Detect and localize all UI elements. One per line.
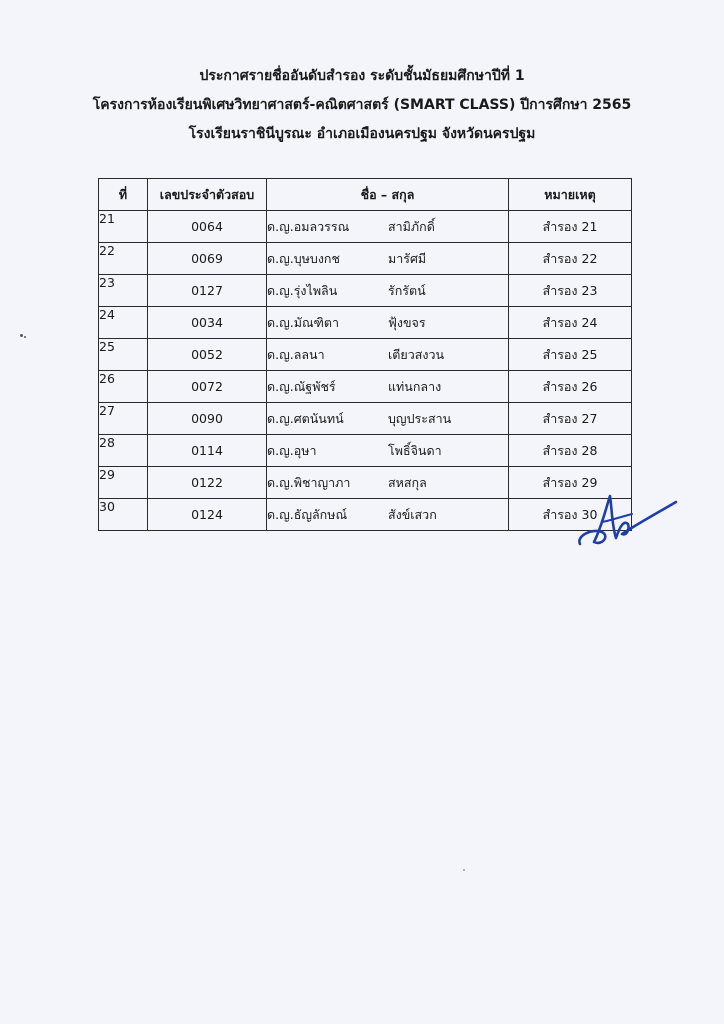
scan-speck	[20, 334, 23, 337]
cell-remark: สำรอง 28	[509, 435, 632, 467]
cell-remark: สำรอง 29	[509, 467, 632, 499]
cell-exam-id: 0127	[148, 275, 267, 307]
table-row	[99, 371, 632, 403]
cell-name	[267, 467, 509, 499]
cell-number: 30	[99, 499, 148, 531]
table-row	[99, 275, 632, 307]
cell-name	[267, 371, 509, 403]
cell-exam-id: 0122	[148, 467, 267, 499]
cell-remark: สำรอง 27	[509, 403, 632, 435]
table-row	[99, 435, 632, 467]
cell-number: 29	[99, 467, 148, 499]
cell-number: 28	[99, 435, 148, 467]
cell-name	[267, 499, 509, 531]
table-row	[99, 499, 632, 531]
header-line-3: โรงเรียนราชินีบูรณะ อำเภอเมืองนครปฐม จังหวัดนครปฐม	[188, 126, 536, 142]
last-name: แท่นกลาง	[388, 378, 442, 394]
table-row	[99, 243, 632, 275]
cell-remark: สำรอง 22	[509, 243, 632, 275]
last-name: สหสกุล	[388, 474, 427, 490]
first-name: ด.ญ.รุ่งไพลิน	[267, 282, 338, 298]
cell-remark: สำรอง 30	[509, 499, 632, 531]
last-name: โพธิ์จินดา	[388, 442, 442, 458]
cell-exam-id: 0034	[148, 307, 267, 339]
reserve-list-table	[98, 178, 632, 531]
cell-name	[267, 275, 509, 307]
table-row	[99, 403, 632, 435]
first-name: ด.ญ.อมลวรรณ	[267, 218, 350, 234]
cell-remark: สำรอง 24	[509, 307, 632, 339]
column-header-number: ที่	[99, 179, 148, 211]
cell-exam-id: 0072	[148, 371, 267, 403]
last-name: สามิภักดิ์	[388, 218, 435, 234]
header-line-1: ประกาศรายชื่ออันดับสำรอง ระดับชั้นมัธยมศึกษาปีที่ 1	[199, 68, 525, 84]
cell-name	[267, 339, 509, 371]
last-name: ฟุ้งขจร	[388, 314, 426, 330]
last-name: บุญประสาน	[388, 410, 452, 426]
cell-exam-id: 0114	[148, 435, 267, 467]
column-header-remark: หมายเหตุ	[509, 179, 632, 211]
last-name: สังข์เสวก	[388, 506, 437, 522]
signature-icon	[572, 486, 682, 556]
cell-number: 22	[99, 243, 148, 275]
first-name: ด.ญ.บุษบงกช	[267, 250, 340, 266]
last-name: รักรัตน์	[388, 282, 426, 298]
scan-speck	[24, 336, 26, 338]
cell-remark: สำรอง 25	[509, 339, 632, 371]
cell-remark: สำรอง 21	[509, 211, 632, 243]
cell-number: 23	[99, 275, 148, 307]
cell-remark: สำรอง 23	[509, 275, 632, 307]
first-name: ด.ญ.พิชาญาภา	[267, 474, 351, 490]
cell-name	[267, 435, 509, 467]
cell-number: 27	[99, 403, 148, 435]
table-header-row	[99, 179, 632, 211]
cell-name	[267, 243, 509, 275]
first-name: ด.ญ.อุษา	[267, 442, 317, 458]
cell-exam-id: 0064	[148, 211, 267, 243]
column-header-name: ชื่อ – สกุล	[267, 179, 509, 211]
first-name: ด.ญ.ศตนันทน์	[267, 410, 344, 426]
header-line-2: โครงการห้องเรียนพิเศษวิทยาศาสตร์-คณิตศาสตร์ (SMART CLASS) ปีการศึกษา 2565	[92, 97, 632, 113]
cell-name	[267, 211, 509, 243]
document-header	[0, 62, 724, 149]
table-row	[99, 307, 632, 339]
cell-remark: สำรอง 26	[509, 371, 632, 403]
cell-number: 21	[99, 211, 148, 243]
last-name: มารัศมี	[388, 250, 427, 266]
table-row	[99, 211, 632, 243]
cell-exam-id: 0090	[148, 403, 267, 435]
cell-exam-id: 0124	[148, 499, 267, 531]
first-name: ด.ญ.มัณฑิตา	[267, 314, 340, 330]
cell-name	[267, 307, 509, 339]
column-header-exam-id: เลขประจำตัวสอบ	[148, 179, 267, 211]
first-name: ด.ญ.ลลนา	[267, 346, 325, 362]
table-row	[99, 339, 632, 371]
cell-exam-id: 0069	[148, 243, 267, 275]
cell-number: 25	[99, 339, 148, 371]
cell-name	[267, 403, 509, 435]
cell-number: 24	[99, 307, 148, 339]
first-name: ด.ญ.ณัฐพัชร์	[267, 378, 336, 394]
cell-number: 26	[99, 371, 148, 403]
cell-exam-id: 0052	[148, 339, 267, 371]
table-row	[99, 467, 632, 499]
scan-speck	[463, 869, 465, 871]
last-name: เตียวสงวน	[388, 346, 445, 362]
first-name: ด.ญ.ธัญลักษณ์	[267, 506, 348, 522]
